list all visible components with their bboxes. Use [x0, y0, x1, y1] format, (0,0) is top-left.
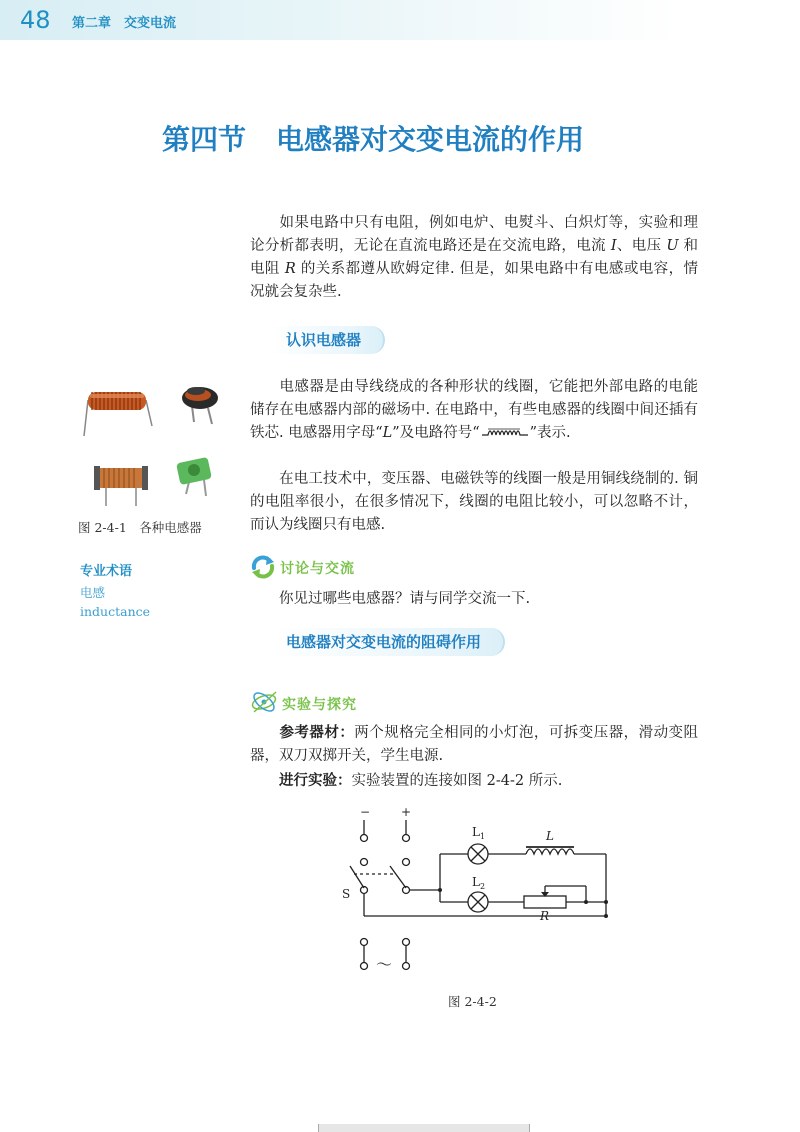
- var-i: I: [610, 238, 617, 254]
- procedure-text: 实验装置的连接如图 2-4-2 所示.: [351, 773, 563, 789]
- figure-caption-circuit: 图 2-4-2: [448, 994, 497, 1009]
- experiment-title: 实验与探究: [282, 697, 357, 713]
- chapter-label: 第二章 交变电流: [72, 16, 177, 31]
- inductor-text-c: ”表示.: [529, 425, 571, 441]
- experiment-materials: [250, 722, 698, 768]
- page-bottom-bar: [318, 1124, 530, 1132]
- ac-symbol: ～: [376, 955, 393, 974]
- intro-text-b: 、电压: [616, 238, 667, 254]
- glossary-term-chinese: 电感: [80, 585, 106, 600]
- intro-text-d: 的关系都遵从欧姆定律. 但是，如果电路中有电感或电容，情况就会复杂些.: [250, 261, 698, 300]
- intro-paragraph: [250, 212, 698, 304]
- materials-text: 两个规格完全相同的小灯泡，可拆变压器，滑动变阻器，双刀双掷开关，学生电源.: [250, 725, 699, 764]
- switch-label: S: [342, 887, 351, 901]
- coil-inductor-small: [94, 466, 148, 506]
- inductor-text-2: 在电工技术中，变压器、电磁铁等的线圈一般是用铜线绕制的. 铜的电阻率很小，在很多情况下，线圈的电阻比较小，可以忽略不计，而认为线圈只有电感.: [250, 471, 698, 533]
- inductor-text-b: ”及电路符号“: [392, 425, 480, 441]
- terminal-plus: +: [401, 806, 412, 819]
- discussion-text: [250, 588, 698, 611]
- var-l: L: [382, 425, 393, 441]
- procedure-label: 进行实验：: [279, 773, 352, 789]
- inductor-symbol-icon: [480, 425, 530, 439]
- lamp1-label: $L_1$: [472, 825, 486, 841]
- coil-inductor-long: [84, 392, 152, 436]
- intro-text-a: 如果电路中只有电阻，例如电炉、电熨斗、白炽灯等，实验和理论分析都表明，无论在直流电路还是在交流电路，电流: [250, 215, 698, 254]
- experiment-icon: [250, 690, 280, 714]
- inductor-label: L: [546, 829, 554, 843]
- green-inductor: [176, 457, 212, 496]
- inductor-paragraph-1: [250, 376, 698, 445]
- terminal-minus: −: [360, 806, 371, 819]
- glossary-block: [80, 560, 150, 621]
- experiment-procedure: [250, 770, 698, 793]
- var-r: R: [284, 261, 296, 277]
- subsection-heading-inductor: 认识电感器: [272, 326, 385, 354]
- var-u: U: [666, 238, 679, 254]
- inductor-photos: [78, 378, 248, 508]
- section-title: [162, 118, 584, 158]
- rheostat-label: R: [540, 909, 550, 923]
- circuit-diagram: [330, 806, 630, 986]
- materials-label: 参考器材：: [279, 725, 355, 741]
- discussion-title: 讨论与交流: [280, 561, 355, 577]
- inductor-text-a: 电感器是由导线绕成的各种形状的线圈，它能把外部电路的电能储存在电感器内部的磁场中. 在电路中，有些电感器的线圈中间还插有铁芯. 电感器用字母“: [250, 379, 698, 441]
- glossary-term-english: inductance: [80, 604, 151, 619]
- glossary-title: 专业术语: [80, 564, 133, 579]
- intro-text-c: 和电阻: [250, 238, 699, 277]
- lamp2-label: $L_2$: [472, 875, 486, 891]
- subsection-heading-impedance: 电感器对交变电流的阻碍作用: [272, 628, 505, 656]
- drum-inductor: [182, 387, 218, 424]
- discussion-icon: [250, 554, 276, 580]
- page-number: 48: [20, 6, 51, 34]
- inductor-paragraph-2: [250, 468, 698, 537]
- figure-caption-inductors: 图 2-4-1 各种电感器: [78, 520, 202, 535]
- section-heading: 电感器对交变电流的作用: [276, 123, 585, 156]
- section-number: 第四节: [162, 123, 247, 156]
- discussion-question: 你见过哪些电感器？请与同学交流一下.: [279, 591, 531, 607]
